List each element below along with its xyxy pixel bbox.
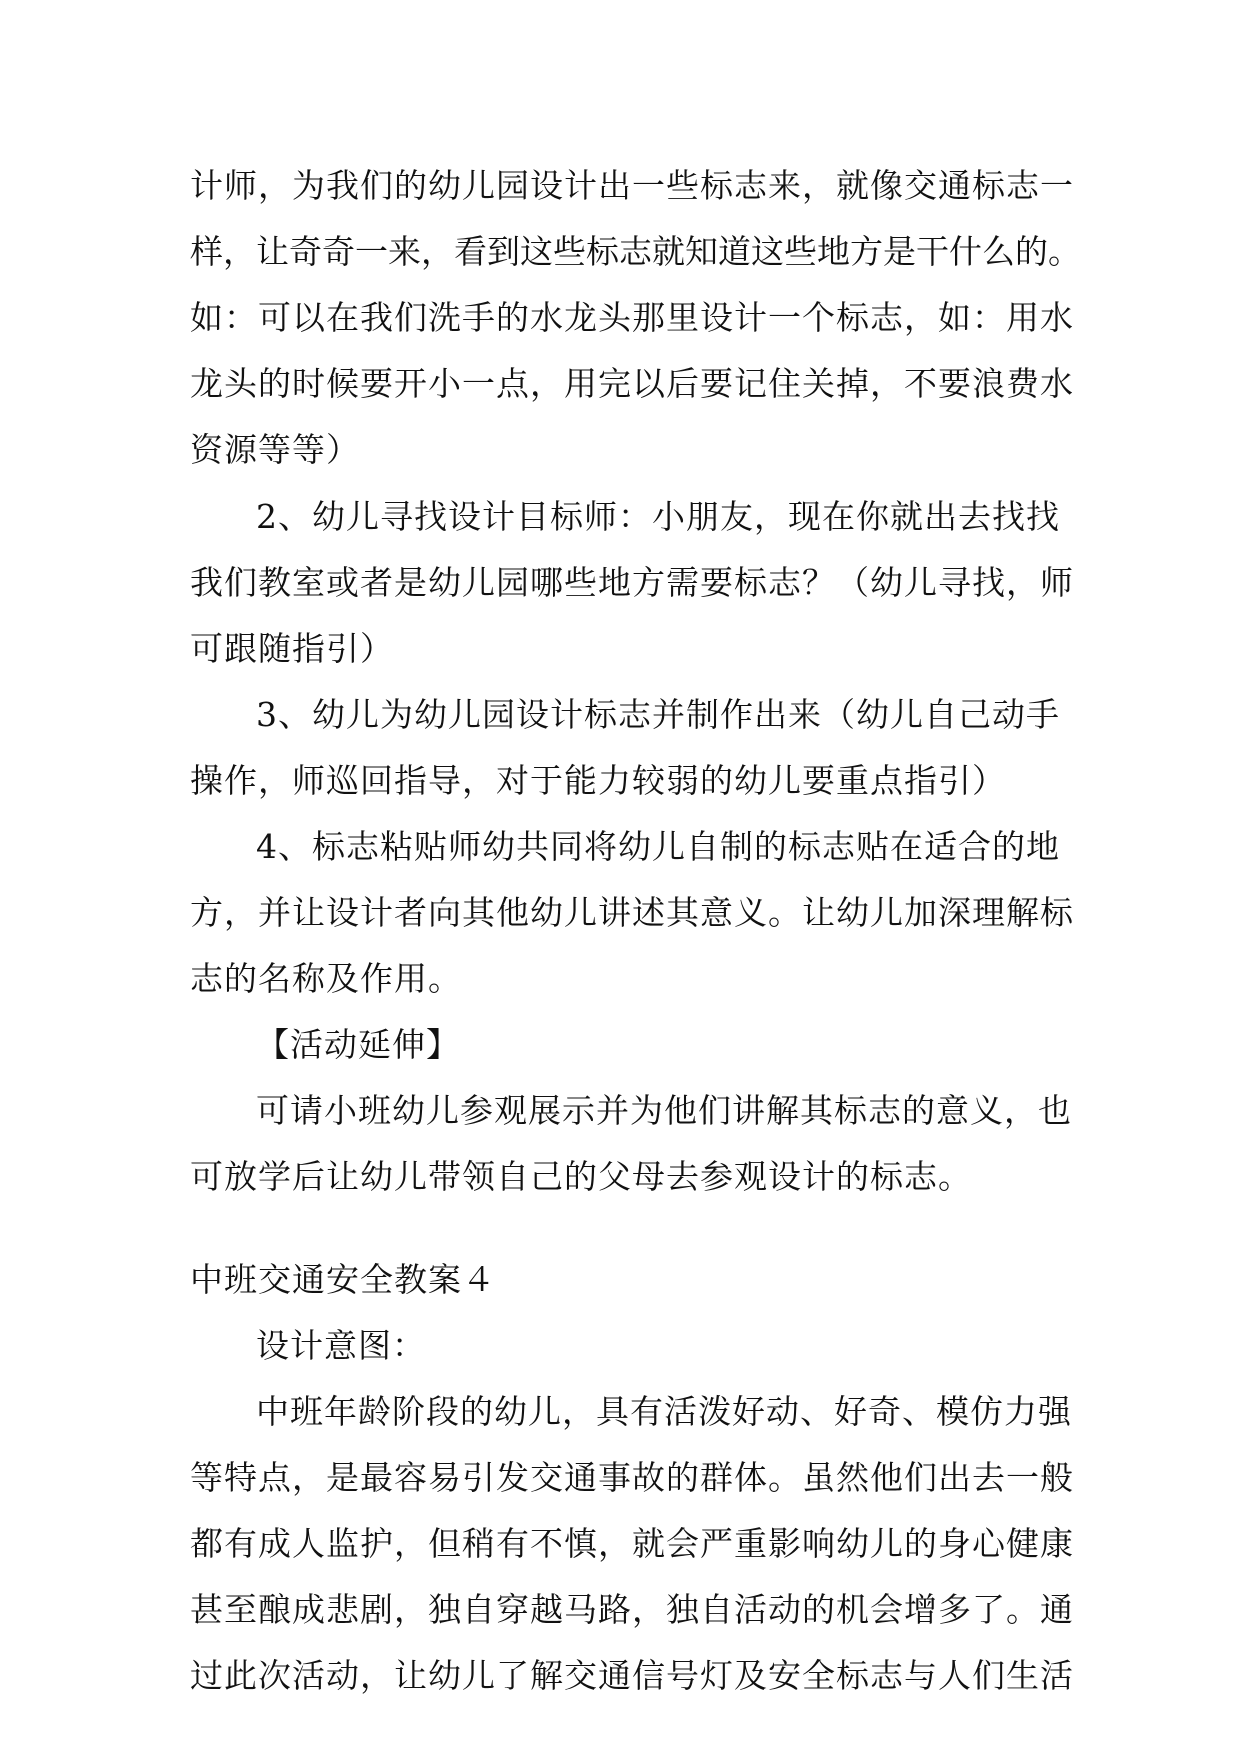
paragraph-line: 中班年龄阶段的幼儿，具有活泼好动、好奇、模仿力强 [256, 1392, 1072, 1431]
paragraph-line: 4、标志粘贴师幼共同将幼儿自制的标志贴在适合的地 [256, 827, 1060, 866]
paragraph-line: 龙头的时候要开小一点，用完以后要记住关掉，不要浪费水 [190, 364, 1074, 403]
document-title: 中班交通安全教案４ [190, 1260, 496, 1299]
paragraph-line: 都有成人监护，但稍有不慎，就会严重影响幼儿的身心健康 [190, 1524, 1074, 1563]
paragraph-line: 2、幼儿寻找设计目标师：小朋友，现在你就出去找找 [256, 497, 1060, 536]
paragraph-line: 样，让奇奇一来，看到这些标志就知道这些地方是干什么的。 [190, 232, 1081, 271]
paragraph-line: 可放学后让幼儿带领自己的父母去参观设计的标志。 [190, 1157, 972, 1196]
paragraph-line: 3、幼儿为幼儿园设计标志并制作出来（幼儿自己动手 [256, 695, 1060, 734]
section-heading: 【活动延伸】 [256, 1025, 460, 1064]
paragraph-line: 方，并让设计者向其他幼儿讲述其意义。让幼儿加深理解标 [190, 893, 1074, 932]
paragraph-line: 操作，师巡回指导，对于能力较弱的幼儿要重点指引） [190, 761, 1006, 800]
paragraph-line: 计师，为我们的幼儿园设计出一些标志来，就像交通标志一 [190, 166, 1074, 205]
paragraph-line: 可请小班幼儿参观展示并为他们讲解其标志的意义，也 [256, 1091, 1072, 1130]
paragraph-line: 志的名称及作用。 [190, 959, 462, 998]
paragraph-line: 过此次活动，让幼儿了解交通信号灯及安全标志与人们生活 [190, 1656, 1074, 1695]
paragraph-line: 资源等等） [190, 430, 360, 469]
paragraph-line: 可跟随指引） [190, 629, 394, 668]
paragraph-line: 我们教室或者是幼儿园哪些地方需要标志？（幼儿寻找，师 [190, 563, 1074, 602]
section-label: 设计意图： [256, 1326, 426, 1365]
paragraph-line: 等特点，是最容易引发交通事故的群体。虽然他们出去一般 [190, 1458, 1074, 1497]
paragraph-line: 如：可以在我们洗手的水龙头那里设计一个标志，如：用水 [190, 298, 1074, 337]
paragraph-line: 甚至酿成悲剧，独自穿越马路，独自活动的机会增多了。通 [190, 1590, 1074, 1629]
